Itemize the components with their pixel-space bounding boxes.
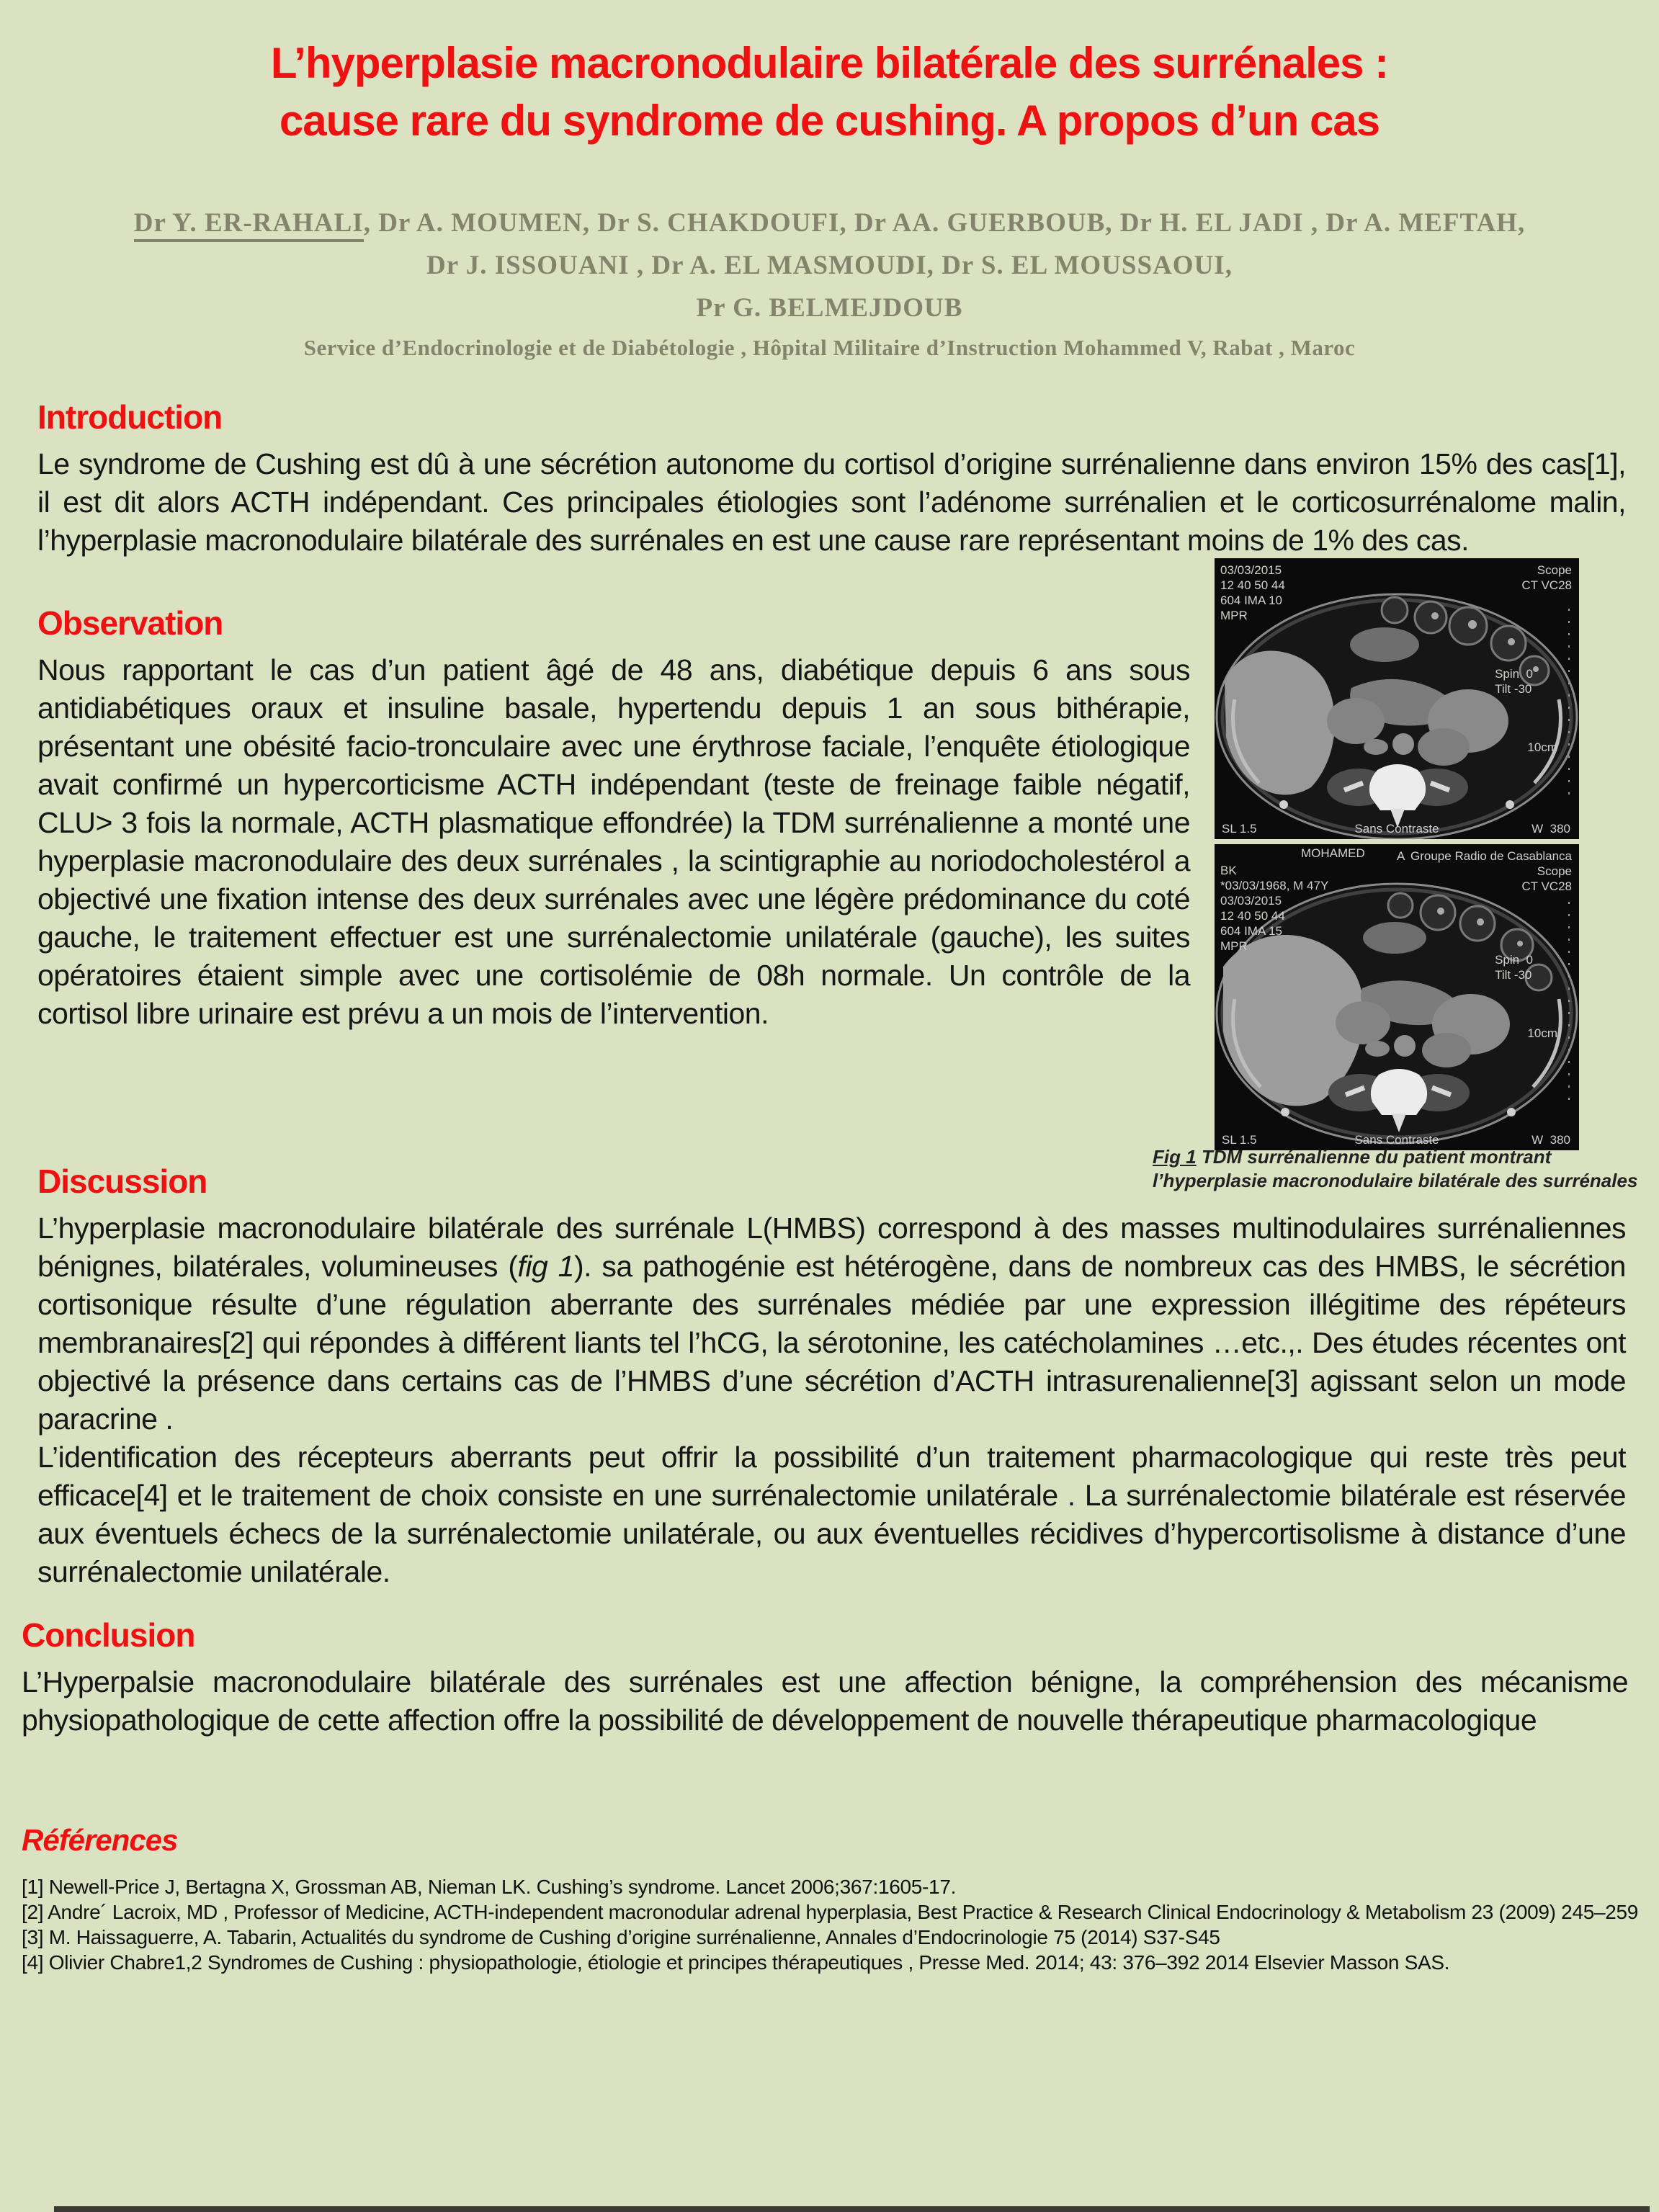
figure-caption-label: Fig 1 bbox=[1153, 1146, 1197, 1168]
section-introduction bbox=[37, 398, 1626, 560]
scan1-device-info bbox=[1521, 563, 1572, 593]
scan2-window-label: W 380 bbox=[1531, 1133, 1570, 1147]
scan1-time: 12 40 50 44 bbox=[1220, 578, 1285, 592]
section-discussion bbox=[37, 1162, 1626, 1591]
first-author-name: Dr Y. ER-RAHALI bbox=[134, 208, 364, 242]
conclusion-text: L’Hyperpalsie macronodulaire bilatérale des surrénales est une affection bénigne, la compréhension des mécanisme physiopathologique de cette affection offre la possibilité de développement de nouvelle thérapeutique pharmacologique bbox=[22, 1665, 1628, 1737]
scan2-spin: Spin 0 bbox=[1495, 953, 1533, 967]
reference-item-2: [2] Andre´ Lacroix, MD , Professor of Medicine, ACTH-independent macronodular adrenal hyperplasia, Best Practice & Research Clinical Endocrinology & Metabolism 23 (2009) 245–259 bbox=[22, 1901, 1639, 1923]
discussion-heading: Discussion bbox=[37, 1163, 207, 1200]
scan2-center-name: Groupe Radio de Casablanca bbox=[1410, 849, 1572, 863]
scan2-scope: Scope bbox=[1537, 864, 1572, 878]
discussion-p1-after: ). sa pathogénie est hétérogène, dans de nombreux cas des HMBS, le sécrétion cortisonique résulte d’une régulation aberrante des surrénales médiée par une expression illégitime des répéteurs membranaires[2] qui répondes à différent liants tel l’hCG, la sérotonine, les catécholamines …etc.,. Des études récentes ont objectivé la présence dans certains cas de l’HMBS d’une sécrétion d’ACTH intrasurenalienne[3] agissant selon un mode paracrine . bbox=[37, 1250, 1626, 1436]
title-line-1: L’hyperplasie macronodulaire bilatérale des surrénales : bbox=[270, 39, 1389, 87]
ct-axial-scan-1-image bbox=[1215, 558, 1579, 839]
scan2-slice-label: SL 1.5 bbox=[1222, 1133, 1257, 1147]
scan1-mode: MPR bbox=[1220, 609, 1248, 622]
title-line-2: cause rare du syndrome de cushing. A propos d’un cas bbox=[279, 97, 1380, 145]
discussion-p1-before: L’hyperplasie macronodulaire bilatérale des surrénale L(HMBS) correspond à des masses multinodulaires surrénaliennes bénignes, bilatérales, volumineuses ( bbox=[37, 1212, 1626, 1283]
scan1-spin: Spin 0 bbox=[1495, 667, 1533, 681]
discussion-paragraph-1 bbox=[37, 1209, 1626, 1438]
scan2-birth: *03/03/1968, M 47Y bbox=[1220, 879, 1329, 892]
authors-line-3: Pr G. BELMEJDOUB bbox=[696, 293, 963, 323]
scan1-tilt: Tilt -30 bbox=[1495, 682, 1532, 696]
scan1-scope: Scope bbox=[1537, 563, 1572, 577]
scan1-gantry-info bbox=[1495, 666, 1533, 697]
scan2-patient-name: MOHAMED bbox=[1301, 846, 1365, 860]
scan2-series: 604 IMA 15 bbox=[1220, 924, 1283, 938]
discussion-paragraph-2: L’identification des récepteurs aberrants peut offrir la possibilité d’un traitement pharmacologique qui reste très peut efficace[4] et le traitement de choix consiste en une surrénalectomie unilatérale . La surrénalectomie bilatérale est réservée aux éventuels échecs de la surrénalectomie unilatérale, ou aux éventuelles récidives d’hypercortisolisme à distance d’une surrénalectomie unilatérale. bbox=[37, 1441, 1626, 1588]
scan1-window-label: W 380 bbox=[1531, 822, 1570, 836]
reference-item-4: [4] Olivier Chabre1,2 Syndromes de Cushing : physiopathologie, étiologie et principes thérapeutiques , Presse Med. 2014; 43: 376–392 2014 Elsevier Masson SAS. bbox=[22, 1951, 1450, 1974]
references-heading: Références bbox=[22, 1823, 178, 1857]
observation-text: Nous rapportant le cas d’un patient âgé de 48 ans, diabétique depuis 6 ans sous antidiabétiques oraux et insuline basale, hypertendu depuis 1 an sous bithérapie, présentant une obésité facio-tronculaire avec une érythrose faciale, l’enquête étiologique avait confirmé un hypercorticisme ACTH indépendant (teste de freinage faible négatif, CLU> 3 fois la normale, ACTH plasmatique effondrée) la TDM surrénalienne a monté une hyperplasie macronodulaire des deux surrénales , la scintigraphie au noriodocholestérol a objectivé une fixation intense des deux surrénales avec une légère prédominance du coté gauche, le traitement effectuer est une surrénalectomie unilatérale (gauche), les suites opératoires étaient simple avec une cortisolémie de 08h normale. Un contrôle de la cortisol libre urinaire est prévu a un mois de l’intervention. bbox=[37, 653, 1190, 1030]
scan1-study-info bbox=[1220, 563, 1285, 623]
figure-reference: fig 1 bbox=[517, 1250, 574, 1283]
scan1-slice-label: SL 1.5 bbox=[1222, 822, 1257, 836]
introduction-heading: Introduction bbox=[37, 398, 223, 436]
scan2-bk: BK bbox=[1220, 864, 1237, 877]
conclusion-heading: Conclusion bbox=[22, 1616, 195, 1654]
scan1-contrast-label: Sans Contraste bbox=[1354, 822, 1439, 836]
scan1-scale-label: 10cm bbox=[1527, 740, 1557, 754]
scan1-series: 604 IMA 10 bbox=[1220, 594, 1283, 607]
scan2-contrast-label: Sans Contraste bbox=[1354, 1133, 1439, 1147]
observation-heading: Observation bbox=[37, 604, 223, 642]
section-observation bbox=[37, 604, 1190, 1033]
section-references bbox=[22, 1821, 1639, 1975]
scan2-scale-label: 10cm bbox=[1527, 1026, 1557, 1040]
scan2-study-info bbox=[1220, 863, 1328, 954]
poster-title bbox=[0, 35, 1659, 150]
scan2-device: CT VC28 bbox=[1521, 879, 1572, 893]
reference-item-3: [3] M. Haissaguerre, A. Tabarin, Actualités du syndrome de Cushing d’origine surrénalienne, Annales d’Endocrinologie 75 (2014) S37-S45 bbox=[22, 1926, 1220, 1948]
section-conclusion bbox=[22, 1616, 1628, 1739]
authors-line-2: Dr J. ISSOUANI , Dr A. EL MASMOUDI, Dr S. EL MOUSSAOUI, bbox=[426, 251, 1233, 280]
scan2-orientation-label: A bbox=[1397, 849, 1405, 863]
figure-ct-scans bbox=[1215, 558, 1579, 1150]
affiliation-line: Service d’Endocrinologie et de Diabétologie , Hôpital Militaire d’Instruction Mohammed V, Rabat , Maroc bbox=[303, 335, 1356, 360]
ct-axial-scan-2-image bbox=[1215, 844, 1579, 1150]
authors-line-1 bbox=[0, 207, 1659, 239]
authors-block bbox=[0, 207, 1659, 361]
authors-line-1-rest: , Dr A. MOUMEN, Dr S. CHAKDOUFI, Dr AA. GUERBOUB, Dr H. EL JADI , Dr A. MEFTAH, bbox=[363, 208, 1526, 238]
scan2-mode: MPR bbox=[1220, 939, 1248, 953]
reference-item-1: [1] Newell-Price J, Bertagna X, Grossman AB, Nieman LK. Cushing’s syndrome. Lancet 2006;367:1605-17. bbox=[22, 1876, 957, 1898]
figure-caption-text: TDM surrénalienne du patient montrant l’hyperplasie macronodulaire bilatérale des surrénales bbox=[1153, 1146, 1638, 1191]
scan2-gantry-info bbox=[1495, 952, 1533, 982]
scan2-tilt: Tilt -30 bbox=[1495, 968, 1532, 982]
scan1-device: CT VC28 bbox=[1521, 578, 1572, 592]
scan2-time: 12 40 50 44 bbox=[1220, 909, 1285, 923]
scan1-date: 03/03/2015 bbox=[1220, 563, 1282, 577]
scan2-date: 03/03/2015 bbox=[1220, 894, 1282, 908]
scan2-center-info bbox=[1410, 848, 1572, 894]
footer-bar bbox=[54, 2206, 1650, 2212]
introduction-text: Le syndrome de Cushing est dû à une sécrétion autonome du cortisol d’origine surrénalienne dans environ 15% des cas[1], il est dit alors ACTH indépendant. Ces principales étiologies sont l’adénome surrénalien et le corticosurrénalome malin, l’hyperplasie macronodulaire bilatérale des surrénales en est une cause rare représentant moins de 1% des cas. bbox=[37, 447, 1626, 557]
